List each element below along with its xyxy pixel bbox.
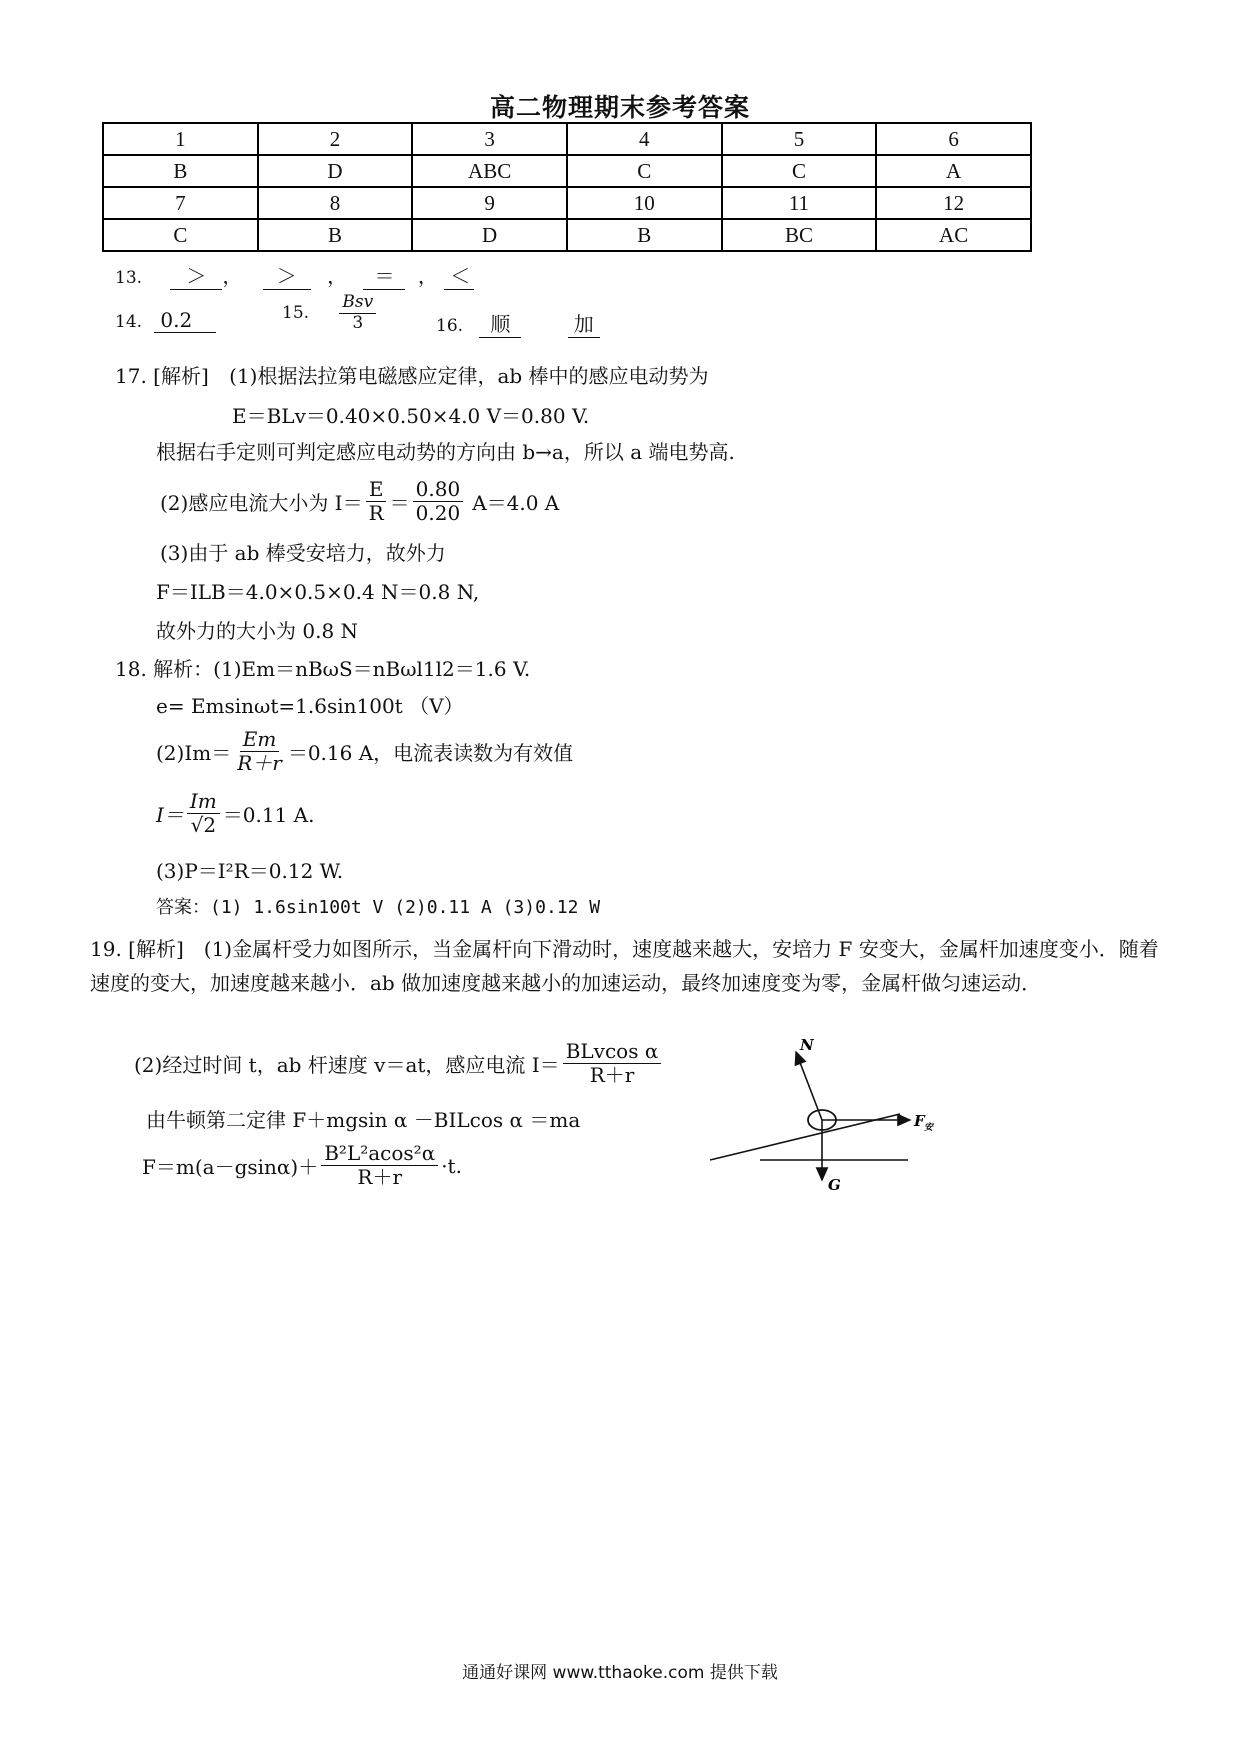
q18-frac1-den: R＋r [237, 751, 282, 775]
q17-frac1-num: E [366, 478, 387, 502]
answer-table [102, 122, 1032, 252]
q19-frac2-den: R＋r [357, 1165, 403, 1189]
q17-text-2: E＝BLv＝0.40×0.50×4.0 V＝0.80 V. [232, 404, 590, 428]
q14-number: 14. [115, 312, 143, 332]
q18-fraction-1 [234, 728, 285, 775]
answer-row [103, 219, 1031, 251]
question-number-cell: 9 [412, 187, 567, 219]
question-number-cell: 2 [258, 123, 413, 155]
question-number-cell: 3 [412, 123, 567, 155]
q19-frac1-num: BLvcos α [563, 1040, 662, 1064]
question-number-cell: 12 [876, 187, 1031, 219]
question-number-cell: 7 [103, 187, 258, 219]
q18-text-5: (3)P＝I²R＝0.12 W. [156, 859, 344, 883]
q18-frac2-num: Im [187, 790, 220, 814]
q19-text-2 [134, 1040, 664, 1087]
q14-line [115, 308, 216, 333]
q16-number: 16. [436, 316, 464, 336]
q19-text-4 [142, 1142, 462, 1189]
q15-denominator: 3 [352, 312, 364, 333]
q18-frac1-num: Em [240, 728, 280, 752]
answer-cell: C [722, 155, 877, 187]
q17-fraction-1 [366, 478, 387, 525]
answer-cell: B [567, 219, 722, 251]
q17-frac2-num: 0.80 [413, 478, 464, 502]
answer-cell: AC [876, 219, 1031, 251]
q18-fraction-2 [187, 790, 220, 837]
incline-line [710, 1114, 900, 1160]
q17-text-3: 根据右手定则可判定感应电动势的方向由 b→a，所以 a 端电势高. [156, 440, 735, 464]
q17-frac2-den: 0.20 [415, 501, 461, 525]
q16-answer-2: 加 [568, 308, 600, 338]
question-number-cell: 8 [258, 187, 413, 219]
q19-text-3: 由牛顿第二定律 F＋mgsin α －BILcos α ＝ma [146, 1108, 581, 1132]
q17-heading-line [115, 360, 709, 389]
q13-sep-2: ， [327, 264, 348, 288]
label-g: G [828, 1176, 841, 1190]
q14-answer: 0.2 [154, 308, 216, 333]
question-number-row [103, 123, 1031, 155]
q13-line [115, 260, 474, 290]
q19-frac2-num: B²L²acos²α [321, 1142, 438, 1166]
q17-current-result: A＝4.0 A [472, 491, 560, 515]
q19-text-1: 19. [解析] (1)金属杆受力如图所示，当金属杆向下滑动时，速度越来越大，安培力 F 安变大，金属杆加速度变小．随着速度的变大，加速度越来越小．ab 做加速度越来越小的加速运动，最终加速度变为零，金属杆做匀速运动． [90, 937, 1159, 995]
q18-i-result: ＝0.11 A. [222, 803, 315, 827]
q17-text-5: (3)由于 ab 棒受安培力，故外力 [160, 541, 446, 565]
q18-text-1: (1)Em＝nBωS＝nBωl1l2＝1.6 V. [213, 657, 531, 681]
q18-text-2: e= Emsinωt=1.6sin100t （V） [156, 694, 464, 718]
q18-i-label: I＝ [156, 803, 184, 827]
page-title: 高二物理期末参考答案 [489, 93, 750, 122]
q17-text-4 [160, 478, 559, 525]
q19-fraction-2 [321, 1142, 438, 1189]
question-number-cell: 4 [567, 123, 722, 155]
q17-current-label: (2)感应电流大小为 I＝ [160, 491, 363, 515]
q17-text-1: (1)根据法拉第电磁感应定律，ab 棒中的感应电动势为 [229, 364, 709, 388]
question-number-cell: 6 [876, 123, 1031, 155]
q17-heading: 17. [解析] [115, 364, 209, 388]
normal-force-arrow [796, 1052, 822, 1120]
question-number-cell: 11 [722, 187, 877, 219]
q18-heading: 18. 解析： [115, 657, 214, 681]
q17-text-6: F＝ILB＝4.0×0.5×0.4 N＝0.8 N, [156, 580, 480, 604]
answer-row [103, 155, 1031, 187]
q19-frac1-den: R＋r [589, 1063, 635, 1087]
q18-answer: 答案：(1) 1.6sin100t V (2)0.11 A (3)0.12 W [156, 897, 601, 918]
question-number-cell: 5 [722, 123, 877, 155]
q13-sep-1: ， [222, 264, 243, 288]
q13-sep-3: ， [417, 264, 438, 288]
answer-cell: C [567, 155, 722, 187]
answer-cell: D [412, 219, 567, 251]
question-number-cell: 10 [567, 187, 722, 219]
q18-im-result: ＝0.16 A，电流表读数为有效值 [287, 741, 574, 765]
answer-cell: A [876, 155, 1031, 187]
q19-fraction-1 [563, 1040, 662, 1087]
q15-numerator: Bsv [339, 293, 376, 314]
q13-answer-1: ＞ [170, 260, 222, 290]
q13-number: 13. [115, 268, 143, 288]
q17-equals: ＝ [389, 491, 410, 515]
answer-cell: B [103, 155, 258, 187]
q13-answer-2: ＞ [263, 260, 311, 290]
q15-fraction [339, 293, 376, 333]
q13-answer-3: ＝ [363, 260, 405, 290]
label-f-sub: 安 [924, 1123, 934, 1133]
q17-fraction-2 [413, 478, 464, 525]
answer-cell: C [103, 219, 258, 251]
answer-cell: ABC [412, 155, 567, 187]
answer-cell: B [258, 219, 413, 251]
answer-cell: D [258, 155, 413, 187]
q18-im-label: (2)Im＝ [156, 741, 232, 765]
label-n: N [800, 1036, 814, 1054]
q18-heading-line [115, 653, 530, 682]
q16-line [436, 308, 600, 338]
q19-force-label: F＝m(a－gsinα)＋ [142, 1155, 319, 1179]
label-f: F [914, 1112, 925, 1130]
q13-answer-4: ＜ [444, 260, 474, 290]
q18-frac2-den: √2 [190, 813, 217, 837]
question-number-row [103, 187, 1031, 219]
question-number-cell: 1 [103, 123, 258, 155]
q16-answer-1: 顺 [479, 308, 521, 338]
q15-number: 15. [282, 303, 310, 324]
force-diagram [700, 1030, 970, 1190]
q19-current-label: (2)经过时间 t，ab 杆速度 v＝at，感应电流 I＝ [134, 1053, 560, 1077]
answer-cell: BC [722, 219, 877, 251]
q15-line [282, 293, 379, 333]
footer-text: 通通好课网 www.tthaoke.com 提供下载 [462, 1663, 778, 1683]
q18-text-3 [156, 728, 573, 775]
q17-frac1-den: R [368, 501, 384, 525]
q19-force-tail: ·t. [441, 1153, 462, 1178]
q18-text-4 [156, 790, 314, 837]
q17-text-7: 故外力的大小为 0.8 N [156, 619, 359, 643]
